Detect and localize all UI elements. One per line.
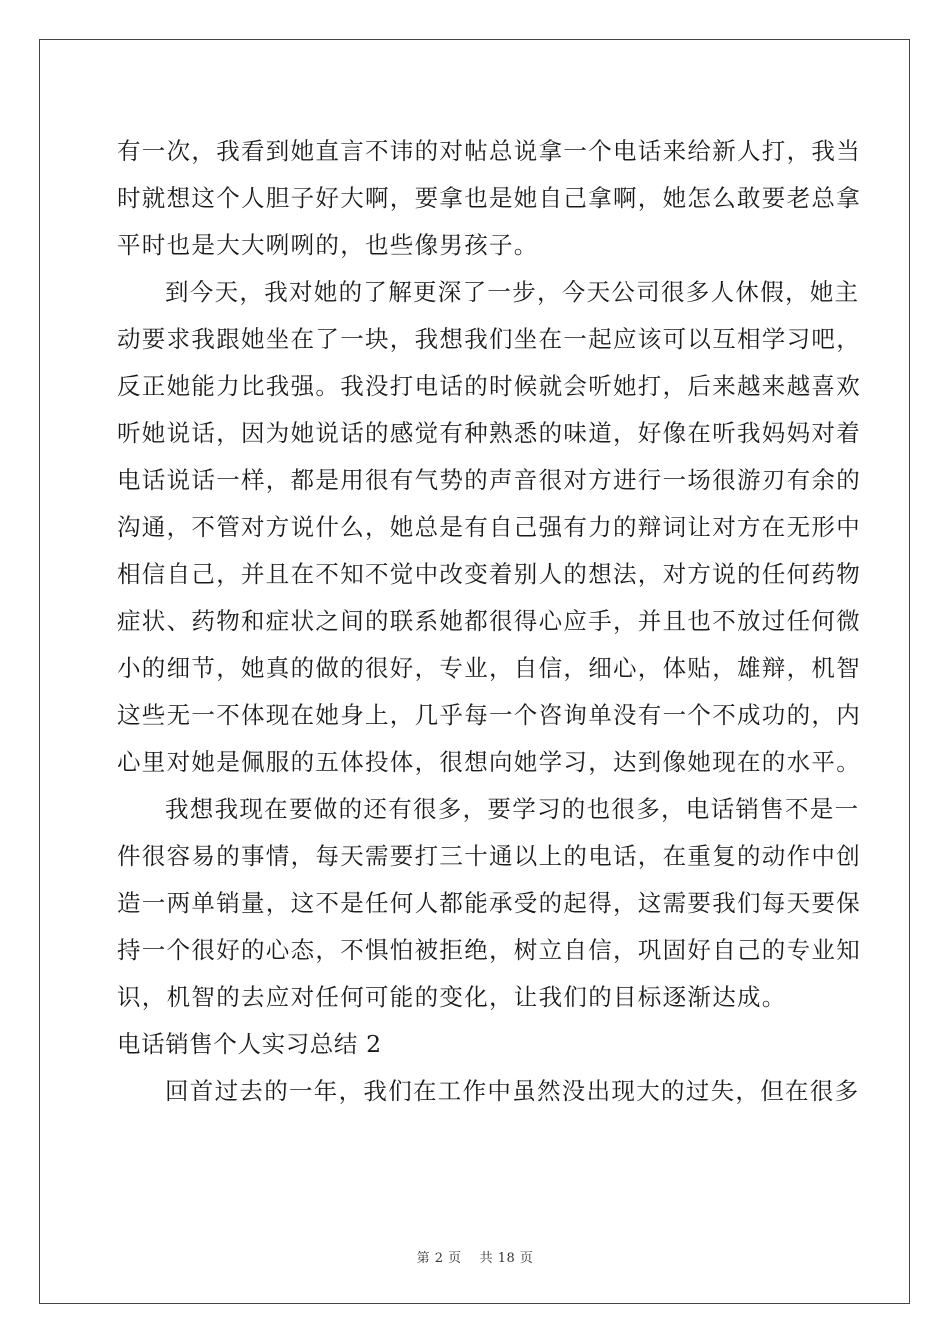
text-line: 动要求我跟她坐在了一块，我想我们坐在一起应该可以互相学习吧，	[117, 325, 861, 353]
text-line: 持一个很好的心态，不惧怕被拒绝，树立自信，巩固好自己的专业知	[117, 936, 861, 964]
text-line: 心里对她是佩服的五体投体，很想向她学习，达到像她现在的水平。	[117, 748, 861, 776]
text-line: 时就想这个人胆子好大啊，要拿也是她自己拿啊，她怎么敢要老总拿	[117, 184, 861, 212]
text-line: 相信自己，并且在不知不觉中改变着别人的想法，对方说的任何药物	[117, 560, 861, 588]
text-line: 这些无一不体现在她身上，几乎每一个咨询单没有一个不成功的，内	[117, 701, 861, 729]
document-body	[117, 128, 861, 1115]
text-line: 我想我现在要做的还有很多，要学习的也很多，电话销售不是一	[165, 795, 860, 823]
text-line: 到今天，我对她的了解更深了一步，今天公司很多人休假，她主	[165, 278, 860, 306]
text-line: 沟通，不管对方说什么，她总是有自己强有力的辩词让对方在无形中	[117, 513, 861, 541]
text-line: 症状、药物和症状之间的联系她都很得心应手，并且也不放过任何微	[117, 607, 861, 635]
page-footer	[0, 1247, 950, 1266]
section-heading: 电话销售个人实习总结 2	[117, 1030, 382, 1058]
page-number: 第 2 页	[416, 1251, 462, 1266]
text-line: 反正她能力比我强。我没打电话的时候就会听她打，后来越来越喜欢	[117, 372, 861, 400]
text-line: 有一次，我看到她直言不讳的对帖总说拿一个电话来给新人打，我当	[117, 137, 861, 165]
text-line: 识，机智的去应对任何可能的变化，让我们的目标逐渐达成。	[117, 983, 787, 1011]
text-line: 造一两单销量，这不是任何人都能承受的起得，这需要我们每天要保	[117, 889, 861, 917]
page-total: 共 18 页	[479, 1251, 534, 1266]
text-line: 回首过去的一年，我们在工作中虽然没出现大的过失，但在很多	[165, 1077, 860, 1105]
text-line: 电话说话一样，都是用很有气势的声音很对方进行一场很游刃有余的	[117, 466, 861, 494]
text-line: 件很容易的事情，每天需要打三十通以上的电话，在重复的动作中创	[117, 842, 861, 870]
text-line: 平时也是大大咧咧的，也些像男孩子。	[117, 231, 539, 259]
text-line: 听她说话，因为她说话的感觉有种熟悉的味道，好像在听我妈妈对着	[117, 419, 861, 447]
text-line: 小的细节，她真的做的很好，专业，自信，细心，体贴，雄辩，机智	[117, 654, 861, 682]
